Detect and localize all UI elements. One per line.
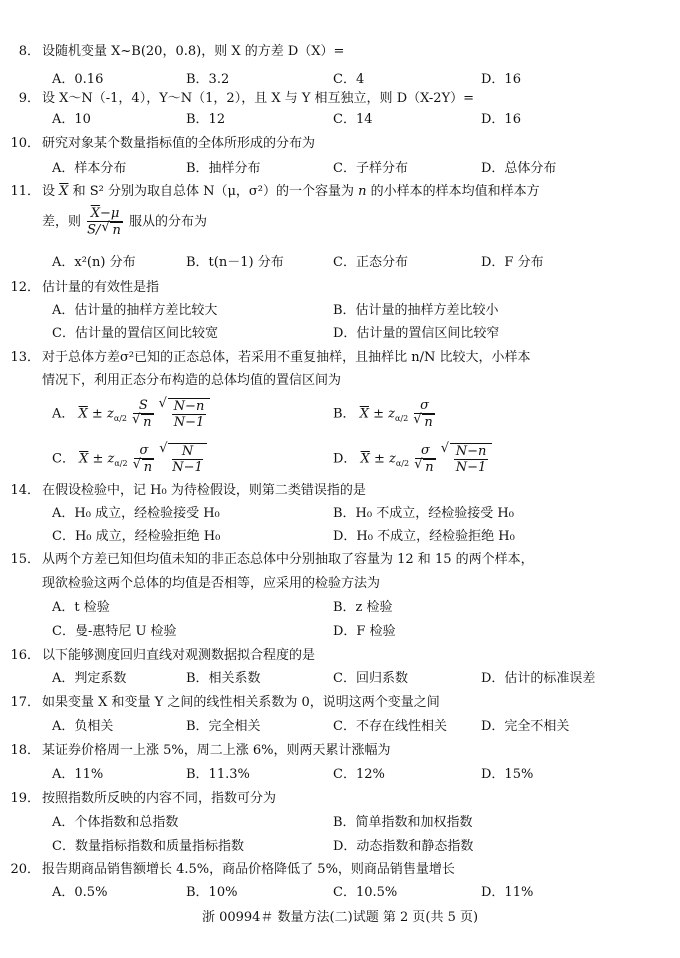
- option-letter: C．: [52, 451, 75, 467]
- option-a[interactable]: A．0.16: [52, 72, 104, 87]
- sample-mean-symbol: $\overline{X}$: [59, 184, 69, 199]
- question-number: 11．: [10, 184, 40, 199]
- question-text: 某证券价格周一上涨 5%，周二上涨 6%，则两天累计涨幅为: [42, 743, 391, 758]
- question-text-part: 服从的分布为: [128, 214, 207, 230]
- question-text: 如果变量 X 和变量 Y 之间的线性相关系数为 0，说明这两个变量之间: [42, 695, 440, 710]
- page-footer: 浙 00994＃ 数量方法(二)试题 第 2 页(共 5 页): [201, 910, 479, 925]
- option-b[interactable]: B．相关系数: [186, 671, 261, 686]
- option-d[interactable]: D．F 分布: [481, 255, 544, 270]
- option-c[interactable]: C．回归系数: [333, 671, 408, 686]
- question-text: 现欲检验这两个总体的均值是否相等，应采用的检验方法为: [42, 576, 381, 591]
- question-text: 在假设检验中，记 H₀ 为待检假设，则第二类错误指的是: [42, 483, 366, 498]
- option-c[interactable]: C．H₀ 成立，经检验拒绝 H₀: [52, 529, 221, 544]
- option-b[interactable]: B．估计量的抽样方差比较小: [333, 303, 499, 318]
- option-a[interactable]: A．H₀ 成立，经检验接受 H₀: [52, 506, 220, 521]
- option-a[interactable]: A．样本分布: [52, 161, 127, 176]
- option-c[interactable]: C．正态分布: [333, 255, 408, 270]
- option-letter: B．: [333, 406, 356, 422]
- option-c[interactable]: C．数量指标指数和质量指标指数: [52, 839, 244, 854]
- option-b[interactable]: B．t(n－1) 分布: [186, 255, 284, 270]
- option-b[interactable]: B．z 检验: [333, 600, 393, 615]
- question-number: 20．: [10, 862, 40, 877]
- option-b[interactable]: B．3.2: [186, 72, 230, 87]
- formula: $\overline{X}$: [359, 406, 369, 422]
- option-a[interactable]: A．x²(n) 分布: [52, 255, 136, 270]
- t-statistic-formula: $\frac{\overline{X}-\mu}{S/ √ n}$: [87, 206, 123, 238]
- question-text: 估计量的有效性是指: [42, 280, 160, 295]
- option-a[interactable]: A．判定系数: [52, 671, 127, 686]
- option-b[interactable]: B． $\overline{X} \pm z_{\alpha/2}$ σ √ n: [333, 398, 437, 430]
- option-c[interactable]: C．14: [333, 112, 373, 127]
- option-d[interactable]: D． $\overline{X} \pm z_{\alpha/2}$ σ √ n √ $\frac{N-n}{N-1}$: [333, 443, 492, 475]
- option-a[interactable]: A．10: [52, 112, 91, 127]
- question-text: 设随机变量 X~B(20，0.8)，则 X 的方差 D（X）=: [42, 44, 345, 59]
- question-number: 19．: [10, 791, 40, 806]
- question-text-part: n: [358, 184, 367, 199]
- question-text-part: 和 S² 分别为取自总体 N（μ，σ²）的一个容量为: [72, 184, 354, 199]
- question-text: 从两个方差已知但均值未知的非正态总体中分别抽取了容量为 12 和 15 的两个样本，: [42, 552, 534, 567]
- option-d[interactable]: D．H₀ 不成立，经检验拒绝 H₀: [333, 529, 515, 544]
- option-d[interactable]: D．总体分布: [481, 161, 557, 176]
- option-a[interactable]: A．负相关: [52, 719, 114, 734]
- question-text-part: 的小样本的样本均值和样本方: [370, 184, 540, 199]
- question-number: 15．: [10, 552, 40, 567]
- option-a[interactable]: A．估计量的抽样方差比较大: [52, 303, 218, 318]
- fraction: σ √ n: [415, 443, 435, 475]
- option-c[interactable]: C． $\overline{X} \pm z_{\alpha/2}$ σ √ n √ $\frac{N}{N-1}$: [52, 443, 207, 475]
- question-text-part: 差，则: [42, 214, 82, 230]
- option-c[interactable]: C．子样分布: [333, 161, 408, 176]
- option-d[interactable]: D．完全不相关: [481, 719, 570, 734]
- option-d[interactable]: D．估计的标准误差: [481, 671, 596, 686]
- question-text: [42, 206, 207, 238]
- option-b[interactable]: B．12: [186, 112, 226, 127]
- option-c[interactable]: C．10.5%: [333, 885, 398, 900]
- question-number: 13．: [10, 350, 40, 365]
- option-c[interactable]: C．4: [333, 72, 365, 87]
- option-a[interactable]: A．个体指数和总指数: [52, 815, 179, 830]
- option-c[interactable]: C．估计量的置信区间比较宽: [52, 326, 218, 341]
- option-c[interactable]: C．曼-惠特尼 U 检验: [52, 624, 177, 639]
- question-number: 17．: [10, 695, 40, 710]
- question-number: 9．: [18, 91, 40, 106]
- option-d[interactable]: D．15%: [481, 767, 534, 782]
- formula: $\overline{X}$: [360, 451, 370, 467]
- root: √ $\frac{N}{N-1}$: [168, 443, 207, 475]
- formula: $\overline{X}$: [79, 451, 89, 467]
- question-number: 8．: [18, 44, 40, 59]
- option-d[interactable]: D．16: [481, 72, 521, 87]
- option-d[interactable]: D．动态指数和静态指数: [333, 839, 474, 854]
- option-a[interactable]: A．0.5%: [52, 885, 108, 900]
- root: √ $\frac{N-n}{N-1}$: [450, 443, 493, 475]
- option-d[interactable]: D．16: [481, 112, 521, 127]
- fraction: σ √ n: [414, 398, 434, 430]
- question-text: 对于总体方差σ²已知的正态总体，若采用不重复抽样，且抽样比 n/N 比较大，小样本: [42, 350, 531, 365]
- option-b[interactable]: B．11.3%: [186, 767, 250, 782]
- formula: $\overline{X}$: [78, 406, 88, 422]
- option-d[interactable]: D．F 检验: [333, 624, 396, 639]
- question-number: 10．: [10, 136, 40, 151]
- question-text: 以下能够测度回归直线对观测数据拟合程度的是: [42, 648, 316, 663]
- question-number: 12．: [10, 280, 40, 295]
- option-b[interactable]: B．10%: [186, 885, 238, 900]
- question-text: 研究对象某个数量指标值的全体所形成的分布为: [42, 136, 316, 151]
- fraction: σ √ n: [134, 443, 154, 475]
- option-letter: D．: [333, 451, 357, 467]
- option-a[interactable]: A．t 检验: [52, 600, 110, 615]
- option-a[interactable]: A．11%: [52, 767, 104, 782]
- fraction: S √ n: [133, 398, 153, 430]
- option-b[interactable]: B．H₀ 不成立，经检验接受 H₀: [333, 506, 514, 521]
- question-text: 情况下，利用正态分布构造的总体均值的置信区间为: [42, 373, 342, 388]
- root: √ $\frac{N-n}{N-1}$: [168, 398, 211, 430]
- question-text-part: 设: [42, 184, 56, 199]
- option-c[interactable]: C．12%: [333, 767, 385, 782]
- question-number: 16．: [10, 648, 40, 663]
- option-b[interactable]: B．简单指数和加权指数: [333, 815, 473, 830]
- question-text: 报告期商品销售额增长 4.5%，商品价格降低了 5%，则商品销售量增长: [42, 862, 455, 877]
- option-b[interactable]: B．完全相关: [186, 719, 261, 734]
- option-d[interactable]: D．11%: [481, 885, 534, 900]
- option-c[interactable]: C．不存在线性相关: [333, 719, 447, 734]
- question-text: [42, 180, 540, 199]
- question-number: 18．: [10, 743, 40, 758]
- question-text: 设 X～N（-1，4），Y～N（1，2），且 X 与 Y 相互独立，则 D（X-2Y）=: [42, 91, 475, 106]
- option-letter: A．: [52, 406, 75, 422]
- option-b[interactable]: B．抽样分布: [186, 161, 261, 176]
- option-d[interactable]: D．估计量的置信区间比较窄: [333, 326, 500, 341]
- question-number: 14．: [10, 483, 40, 498]
- option-a[interactable]: A． $\overline{X} \pm z_{\alpha/2}$ S √ n √ $\frac{N-n}{N-1}$: [52, 398, 210, 430]
- question-text: 按照指数所反映的内容不同，指数可分为: [42, 791, 277, 806]
